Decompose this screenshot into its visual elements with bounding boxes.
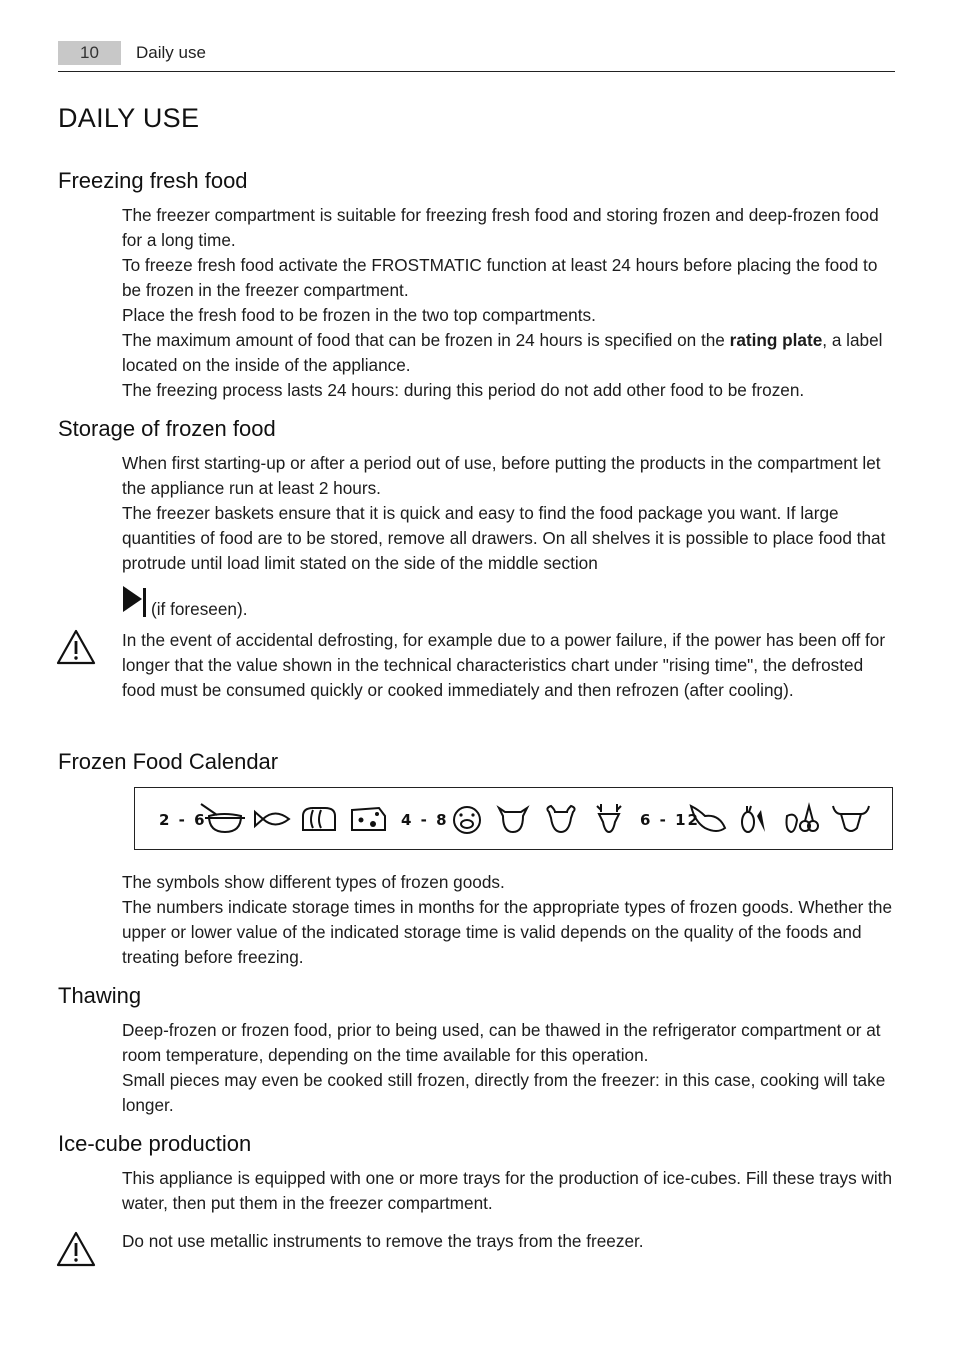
warning-icon <box>56 629 96 665</box>
freezing-body <box>122 203 894 403</box>
tray-warning: Do not use metallic instruments to remove the trays from the freezer. <box>122 1231 644 1251</box>
running-header-section: Daily use <box>136 43 206 62</box>
section-heading-freezing: Freezing fresh food <box>58 168 248 193</box>
frozen-food-calendar <box>134 787 893 850</box>
paragraph: Place the fresh food to be frozen in the two top compartments. <box>122 305 596 325</box>
paragraph: The freezer baskets ensure that it is quick and easy to find the food package you want. If large quantities of food are to be stored, remove all drawers. On all shelves it is possible to place food that protrude until load limit stated on the side of the middle section <box>122 503 886 573</box>
text-run: (if foreseen). <box>151 599 248 619</box>
deer-icon <box>591 802 627 836</box>
bread-icon <box>299 802 339 836</box>
paragraph: Small pieces may even be cooked still frozen, directly from the freezer: in this case, cooking will take longer. <box>122 1070 886 1115</box>
text-run: The maximum amount of food that can be frozen in 24 hours is specified on the <box>122 330 725 350</box>
icecube-body <box>122 1166 894 1216</box>
page-header <box>58 40 895 72</box>
cheese-icon <box>349 802 389 836</box>
range-label: 4 - 8 <box>401 810 449 829</box>
calendar-body <box>122 870 894 970</box>
calf-icon <box>495 802 531 836</box>
paragraph: To freeze fresh food activate the FROSTMATIC function at least 24 hours before placing the food to be frozen in the freezer compartment. <box>122 255 878 300</box>
text-run: , a label located on the inside of the appliance. <box>122 330 883 375</box>
paragraph: When first starting-up or after a period out of use, before putting the products in the compartment let the appliance run at least 2 hours. <box>122 453 881 498</box>
paragraph: This appliance is equipped with one or more trays for the production of ice-cubes. Fill these trays with water, then put them in the freezer compartment. <box>122 1168 892 1213</box>
page-title: DAILY USE <box>58 103 200 133</box>
section-heading-storage: Storage of frozen food <box>58 416 276 441</box>
section-heading-thawing: Thawing <box>58 983 142 1008</box>
cow-icon <box>831 802 871 836</box>
storage-body <box>122 451 894 625</box>
section-heading-icecube: Ice-cube production <box>58 1131 252 1156</box>
rating-plate-term: rating plate <box>729 330 823 350</box>
poultry-icon <box>687 802 727 836</box>
sheep-icon <box>543 802 579 836</box>
pig-icon <box>449 802 485 836</box>
page-number: 10 <box>58 41 121 65</box>
range-label: 2 - 6 <box>159 810 207 829</box>
fish-icon <box>253 802 293 836</box>
range-label: 6 - 12 <box>640 810 700 829</box>
warning-icon <box>56 1231 96 1267</box>
soup-pot-icon <box>199 802 249 836</box>
section-heading-calendar: Frozen Food Calendar <box>58 749 279 774</box>
defrost-warning: In the event of accidental defrosting, for example due to a power failure, if the power has been off for longer that the value shown in the technical characteristics chart under "rising time", the defrosted food must be consumed quickly or cooked immediately and then refrozen (after cooling). <box>122 630 886 700</box>
fruit-icon <box>781 802 821 836</box>
range-4-8 <box>401 788 449 851</box>
vegetables-icon <box>737 802 773 836</box>
paragraph: The freezing process lasts 24 hours: during this period do not add other food to be frozen. <box>122 380 805 400</box>
paragraph: Deep-frozen or frozen food, prior to being used, can be thawed in the refrigerator compartment or at room temperature, depending on the time available for this operation. <box>122 1020 881 1065</box>
paragraph: The symbols show different types of frozen goods. <box>122 872 505 892</box>
paragraph: The freezer compartment is suitable for freezing fresh food and storing frozen and deep-frozen food for a long time. <box>122 205 879 250</box>
paragraph <box>122 584 894 625</box>
thawing-body <box>122 1018 894 1118</box>
paragraph: The numbers indicate storage times in months for the appropriate types of frozen goods. Whether the upper or lower value of the indicated storage time is valid depends on the quality of the foods and treating before freezing. <box>122 897 893 967</box>
paragraph <box>122 328 894 378</box>
load-limit-icon <box>122 584 148 625</box>
